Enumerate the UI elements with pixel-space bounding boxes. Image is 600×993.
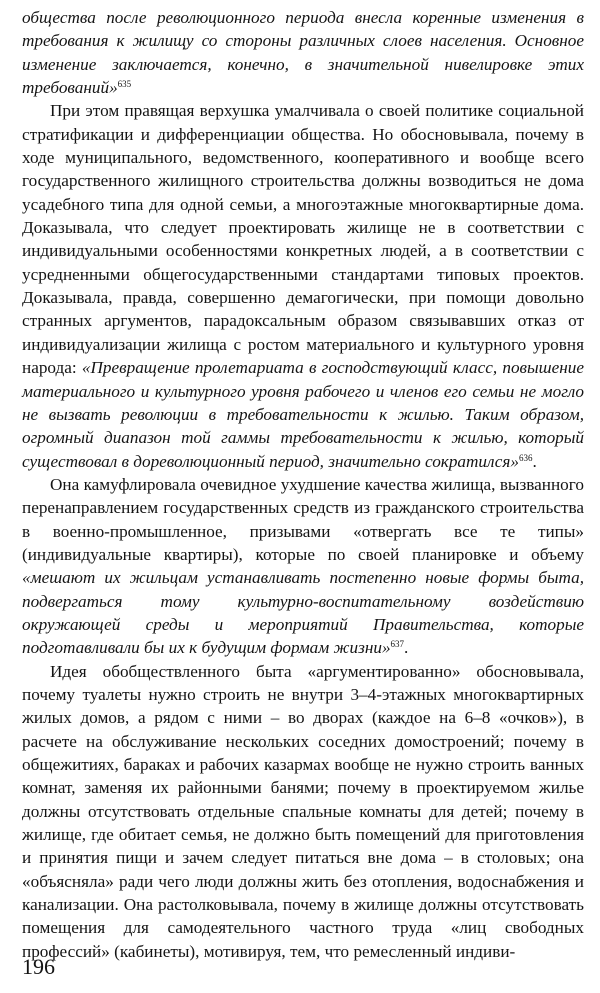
body-text: Идея обобществленного быта «аргументированно» обосновывала, почему туалеты нужно строить не внутри 3–4-этажных многоквартирных жилых домов, а рядом с ними – во дворах (каждое на 6–8 «очков»), в расчете на обслуживание нескольких соседних домостроений; почему в общежитиях, бараках и рабочих казармах вообще не нужно строить ванных комнат, заменяя их районными банями; почему в проектируемом жилье должны отсутствовать отдельные спальные комнаты для детей; почему в жилище, где обитает семья, не должно быть помещений для приготовления и принятия пищи и зачем следует питаться вне дома – в столовых; она «объясняла» ради чего люди должны жить без отопления, водоснабжения и канализации. Она растолковывала, почему в жилище должны отсутствовать помещения для самодеятельного частного труда «лиц свободных профессий» (кабинеты), мотивируя, тем, что ремесленный индиви-: [22, 661, 584, 961]
paragraph: [22, 6, 584, 99]
footnote-ref: 635: [117, 79, 132, 90]
footnote-ref: 636: [518, 452, 533, 463]
body-text: При этом правящая верхушка умалчивала о своей политике социальной стратификации и дифференциации общества. Но обосновывала, почему в ходе муниципального, ведомственного, кооперативного и вообще всего государственного жилищного строительства должны возводиться не дома усадебного типа для одной семьи, а многоэтажные многоквартирные дома. Доказывала, что следует проектировать жилище не в соответствии с индивидуальными особенностями конкретных людей, а в соответствии с усредненными общегосударственными стандартами типовых проектов. Доказывала, правда, совершенно демагогически, при помощи довольно странных аргументов, парадоксальным образом связывавших отказ от индивидуализации жилища с ростом материального и культурного уровня народа:: [22, 101, 584, 378]
footnote-ref: 637: [390, 639, 405, 650]
page-body: [22, 6, 584, 963]
quote-text: «мешают их жильцам устанавливать постепенно новые формы быта, подвергаться тому культурно-воспитательному воздействию окружающей среды и мероприятий Правительства, которые подготавливали бы их к будущим формам жизни»: [22, 568, 584, 658]
page-number: 196: [22, 954, 55, 979]
paragraph: [22, 99, 584, 473]
paragraph: [22, 473, 584, 660]
body-text: .: [532, 451, 537, 471]
body-text: .: [404, 638, 409, 658]
body-text: Она камуфлировала очевидное ухудшение качества жилища, вызванного перенаправлением государственных средств из гражданского строительства в военно-промышленное, призывами «отвергать все те типы» (индивидуальные квартиры), которые по своей планировке и объему: [22, 474, 584, 564]
quote-text: «Превращение пролетариата в господствующий класс, повышение материального и культурного уровня рабочего и членов его семьи не могло не вызвать революции в требовательности к жилью. Таким образом, огромный диапазон той гаммы требовательности к жилью, который существовал в дореволюционный период, значительно сократился»: [22, 358, 584, 471]
quote-text: общества после революционного периода внесла коренные изменения в требования к жилищу со стороны различных слоев населения. Основное изменение заключается, конечно, в значительной нивелировке этих требований»: [22, 8, 584, 98]
paragraph: [22, 660, 584, 963]
